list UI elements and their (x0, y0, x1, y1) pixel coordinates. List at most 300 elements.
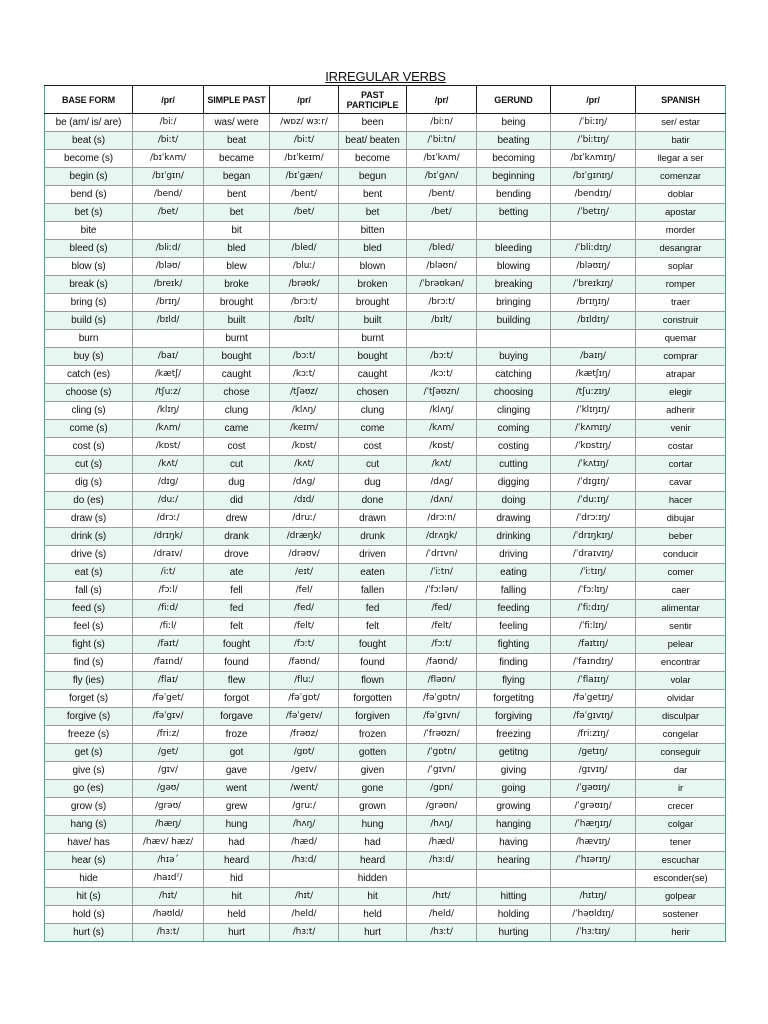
cell-base-pronunciation: /get/ (133, 744, 204, 762)
cell-base-form: bet (s) (45, 204, 133, 222)
cell-past-participle: bought (339, 348, 407, 366)
cell-base-pronunciation: /haɪdˀ/ (133, 870, 204, 888)
cell-past-participle: had (339, 834, 407, 852)
cell-simple-past: was/ were (204, 114, 270, 132)
cell-simple-past: chose (204, 384, 270, 402)
cell-base-form: cling (s) (45, 402, 133, 420)
cell-spanish: llegar a ser (636, 150, 726, 168)
cell-base-pronunciation: /biː/ (133, 114, 204, 132)
table-row (45, 708, 726, 726)
cell-base-form: hide (45, 870, 133, 888)
header-base-pronunciation: /pr/ (133, 86, 204, 114)
cell-base-pronunciation: /hɜːt/ (133, 924, 204, 942)
cell-past-pronunciation: /hʌŋ/ (270, 816, 339, 834)
cell-simple-past: hurt (204, 924, 270, 942)
cell-simple-past: went (204, 780, 270, 798)
cell-past-pronunciation: /drəʊv/ (270, 546, 339, 564)
cell-past-participle: fought (339, 636, 407, 654)
cell-simple-past: drank (204, 528, 270, 546)
cell-gerund-pronunciation: /faɪtɪŋ/ (551, 636, 636, 654)
cell-simple-past: found (204, 654, 270, 672)
cell-past-pronunciation: /bɔːt/ (270, 348, 339, 366)
cell-spanish: venir (636, 420, 726, 438)
cell-gerund-pronunciation: /ˈdrɔːɪŋ/ (551, 510, 636, 528)
cell-gerund: buying (477, 348, 551, 366)
cell-past-participle: become (339, 150, 407, 168)
cell-base-form: feed (s) (45, 600, 133, 618)
cell-past-pronunciation: /gruː/ (270, 798, 339, 816)
cell-gerund-pronunciation: /ˈgrəʊɪŋ/ (551, 798, 636, 816)
cell-past-participle: frozen (339, 726, 407, 744)
cell-past-pronunciation: /hɜːt/ (270, 924, 339, 942)
cell-base-pronunciation: /fiːd/ (133, 600, 204, 618)
table-row (45, 222, 726, 240)
cell-gerund-pronunciation: /ˈdrɪŋkɪŋ/ (551, 528, 636, 546)
cell-base-form: drink (s) (45, 528, 133, 546)
cell-simple-past: gave (204, 762, 270, 780)
cell-past-pronunciation: /dʌg/ (270, 474, 339, 492)
cell-gerund: costing (477, 438, 551, 456)
cell-gerund-pronunciation (551, 330, 636, 348)
cell-past-pronunciation: /fluː/ (270, 672, 339, 690)
cell-gerund-pronunciation: /tʃuːzɪŋ/ (551, 384, 636, 402)
cell-spanish: comenzar (636, 168, 726, 186)
cell-participle-pronunciation: /hɪt/ (407, 888, 477, 906)
cell-base-pronunciation: /faɪt/ (133, 636, 204, 654)
cell-participle-pronunciation: /biːn/ (407, 114, 477, 132)
cell-past-pronunciation: /dɪd/ (270, 492, 339, 510)
cell-base-pronunciation: /həʊld/ (133, 906, 204, 924)
cell-past-participle: driven (339, 546, 407, 564)
cell-gerund-pronunciation: /ˈkʌmɪŋ/ (551, 420, 636, 438)
cell-simple-past: heard (204, 852, 270, 870)
cell-spanish: traer (636, 294, 726, 312)
cell-past-pronunciation: /frəʊz/ (270, 726, 339, 744)
table-row (45, 168, 726, 186)
cell-gerund-pronunciation: /ˈkʌtɪŋ/ (551, 456, 636, 474)
cell-past-pronunciation: /druː/ (270, 510, 339, 528)
cell-gerund-pronunciation: /ˈfɔːlɪŋ/ (551, 582, 636, 600)
cell-past-participle: begun (339, 168, 407, 186)
cell-past-pronunciation: /geɪv/ (270, 762, 339, 780)
cell-simple-past: bent (204, 186, 270, 204)
cell-base-form: bend (s) (45, 186, 133, 204)
cell-participle-pronunciation: /hɜːt/ (407, 924, 477, 942)
cell-participle-pronunciation: /bled/ (407, 240, 477, 258)
cell-base-form: get (s) (45, 744, 133, 762)
table-row (45, 276, 726, 294)
cell-participle-pronunciation: /fed/ (407, 600, 477, 618)
cell-participle-pronunciation: /bɪˈkʌm/ (407, 150, 477, 168)
cell-gerund-pronunciation: /ˈflaɪɪŋ/ (551, 672, 636, 690)
cell-gerund: freezing (477, 726, 551, 744)
table-row (45, 798, 726, 816)
cell-simple-past: caught (204, 366, 270, 384)
cell-spanish: hacer (636, 492, 726, 510)
cell-spanish: doblar (636, 186, 726, 204)
cell-past-participle: brought (339, 294, 407, 312)
cell-spanish: comer (636, 564, 726, 582)
cell-base-pronunciation: /kɒst/ (133, 438, 204, 456)
cell-gerund-pronunciation: /ˈduːɪŋ/ (551, 492, 636, 510)
cell-base-form: begin (s) (45, 168, 133, 186)
header-participle-pronunciation: /pr/ (407, 86, 477, 114)
cell-base-pronunciation: /fiːl/ (133, 618, 204, 636)
cell-gerund: drinking (477, 528, 551, 546)
cell-past-pronunciation: /hɜːd/ (270, 852, 339, 870)
table-row (45, 510, 726, 528)
cell-gerund-pronunciation: /ˈdraɪvɪŋ/ (551, 546, 636, 564)
cell-spanish: caer (636, 582, 726, 600)
cell-spanish: pelear (636, 636, 726, 654)
cell-participle-pronunciation: /hɜːd/ (407, 852, 477, 870)
cell-simple-past: ate (204, 564, 270, 582)
table-row (45, 150, 726, 168)
cell-past-participle: clung (339, 402, 407, 420)
cell-gerund: being (477, 114, 551, 132)
cell-gerund (477, 222, 551, 240)
cell-gerund: having (477, 834, 551, 852)
table-row (45, 384, 726, 402)
cell-past-pronunciation: /went/ (270, 780, 339, 798)
cell-gerund-pronunciation: /ˈbiːtɪŋ/ (551, 132, 636, 150)
cell-simple-past: did (204, 492, 270, 510)
cell-simple-past: froze (204, 726, 270, 744)
cell-gerund: drawing (477, 510, 551, 528)
cell-gerund-pronunciation: /friːzɪŋ/ (551, 726, 636, 744)
cell-gerund-pronunciation: /bɪˈkʌmɪŋ/ (551, 150, 636, 168)
cell-past-participle: held (339, 906, 407, 924)
cell-participle-pronunciation: /bet/ (407, 204, 477, 222)
cell-gerund: bringing (477, 294, 551, 312)
cell-participle-pronunciation: /drʌŋk/ (407, 528, 477, 546)
cell-participle-pronunciation: /dʌn/ (407, 492, 477, 510)
cell-participle-pronunciation: /ˈbrəʊkən/ (407, 276, 477, 294)
cell-base-pronunciation: /bləʊ/ (133, 258, 204, 276)
cell-gerund-pronunciation: /bɪldɪŋ/ (551, 312, 636, 330)
cell-past-pronunciation: /faʊnd/ (270, 654, 339, 672)
cell-spanish: crecer (636, 798, 726, 816)
cell-past-pronunciation: /dræŋk/ (270, 528, 339, 546)
cell-gerund-pronunciation (551, 870, 636, 888)
cell-base-form: drive (s) (45, 546, 133, 564)
cell-past-participle: gone (339, 780, 407, 798)
cell-simple-past: became (204, 150, 270, 168)
cell-simple-past: drove (204, 546, 270, 564)
cell-past-pronunciation: /hæd/ (270, 834, 339, 852)
cell-participle-pronunciation: /fɔːt/ (407, 636, 477, 654)
cell-participle-pronunciation: /hʌŋ/ (407, 816, 477, 834)
cell-gerund-pronunciation: /ˈhæŋɪŋ/ (551, 816, 636, 834)
cell-base-form: forget (s) (45, 690, 133, 708)
cell-base-pronunciation: /hæŋ/ (133, 816, 204, 834)
cell-spanish: apostar (636, 204, 726, 222)
table-row (45, 726, 726, 744)
cell-base-form: go (es) (45, 780, 133, 798)
table-row (45, 852, 726, 870)
cell-gerund: feeling (477, 618, 551, 636)
cell-base-pronunciation: /tʃuːz/ (133, 384, 204, 402)
cell-base-form: catch (es) (45, 366, 133, 384)
table-row (45, 672, 726, 690)
cell-past-pronunciation: /kɔːt/ (270, 366, 339, 384)
cell-base-form: find (s) (45, 654, 133, 672)
cell-gerund: beating (477, 132, 551, 150)
cell-past-participle: grown (339, 798, 407, 816)
cell-past-participle: bet (339, 204, 407, 222)
table-row (45, 924, 726, 942)
cell-spanish: elegir (636, 384, 726, 402)
cell-spanish: ir (636, 780, 726, 798)
cell-gerund-pronunciation: /ˈhəʊldɪŋ/ (551, 906, 636, 924)
cell-gerund (477, 330, 551, 348)
cell-past-pronunciation: /bet/ (270, 204, 339, 222)
cell-gerund: hitting (477, 888, 551, 906)
cell-past-pronunciation: /fel/ (270, 582, 339, 600)
cell-participle-pronunciation: /klʌŋ/ (407, 402, 477, 420)
cell-base-form: have/ has (45, 834, 133, 852)
cell-simple-past: fought (204, 636, 270, 654)
cell-base-pronunciation: /gəʊ/ (133, 780, 204, 798)
cell-base-pronunciation: /duː/ (133, 492, 204, 510)
table-row (45, 492, 726, 510)
cell-participle-pronunciation: /ˈtʃəʊzn/ (407, 384, 477, 402)
cell-base-form: cost (s) (45, 438, 133, 456)
cell-simple-past: had (204, 834, 270, 852)
cell-past-participle: fallen (339, 582, 407, 600)
cell-spanish: alimentar (636, 600, 726, 618)
cell-gerund: building (477, 312, 551, 330)
cell-spanish: tener (636, 834, 726, 852)
cell-gerund: bleeding (477, 240, 551, 258)
cell-base-pronunciation: /drɪŋk/ (133, 528, 204, 546)
cell-base-form: draw (s) (45, 510, 133, 528)
cell-spanish: volar (636, 672, 726, 690)
cell-spanish: sostener (636, 906, 726, 924)
cell-simple-past: burnt (204, 330, 270, 348)
cell-base-pronunciation: /bet/ (133, 204, 204, 222)
cell-past-participle: flown (339, 672, 407, 690)
cell-simple-past: bet (204, 204, 270, 222)
cell-spanish: conseguir (636, 744, 726, 762)
cell-simple-past: broke (204, 276, 270, 294)
cell-simple-past: fed (204, 600, 270, 618)
cell-gerund: hearing (477, 852, 551, 870)
cell-base-form: hurt (s) (45, 924, 133, 942)
cell-base-form: bleed (s) (45, 240, 133, 258)
cell-simple-past: beat (204, 132, 270, 150)
cell-participle-pronunciation: /ˈdrɪvn/ (407, 546, 477, 564)
cell-past-participle: hung (339, 816, 407, 834)
cell-gerund: digging (477, 474, 551, 492)
cell-gerund: hanging (477, 816, 551, 834)
cell-past-participle: fed (339, 600, 407, 618)
cell-participle-pronunciation: /ˈgɪvn/ (407, 762, 477, 780)
cell-base-pronunciation: /kʌm/ (133, 420, 204, 438)
cell-base-form: hit (s) (45, 888, 133, 906)
cell-participle-pronunciation: /bɔːt/ (407, 348, 477, 366)
cell-past-participle: drunk (339, 528, 407, 546)
cell-participle-pronunciation: /ˈfrəʊzn/ (407, 726, 477, 744)
cell-gerund: choosing (477, 384, 551, 402)
cell-spanish: beber (636, 528, 726, 546)
cell-gerund-pronunciation: /brɪŋɪŋ/ (551, 294, 636, 312)
cell-past-participle: eaten (339, 564, 407, 582)
cell-gerund-pronunciation: /ˈklɪŋɪŋ/ (551, 402, 636, 420)
cell-spanish: esconder(se) (636, 870, 726, 888)
cell-base-form: forgive (s) (45, 708, 133, 726)
cell-base-form: fight (s) (45, 636, 133, 654)
header-gerund: GERUND (477, 86, 551, 114)
cell-participle-pronunciation: /kɒst/ (407, 438, 477, 456)
cell-base-form: cut (s) (45, 456, 133, 474)
cell-gerund-pronunciation: /ˈdɪgɪŋ/ (551, 474, 636, 492)
cell-spanish: romper (636, 276, 726, 294)
cell-past-participle: bitten (339, 222, 407, 240)
header-gerund-pronunciation: /pr/ (551, 86, 636, 114)
cell-past-participle: forgiven (339, 708, 407, 726)
cell-base-pronunciation: /bend/ (133, 186, 204, 204)
cell-base-pronunciation: /bɪld/ (133, 312, 204, 330)
cell-spanish: construir (636, 312, 726, 330)
cell-gerund-pronunciation: /getɪŋ/ (551, 744, 636, 762)
cell-gerund: breaking (477, 276, 551, 294)
cell-participle-pronunciation: /bɪlt/ (407, 312, 477, 330)
table-row (45, 564, 726, 582)
table-row (45, 618, 726, 636)
cell-gerund: blowing (477, 258, 551, 276)
cell-gerund: cutting (477, 456, 551, 474)
cell-past-participle: cost (339, 438, 407, 456)
table-row (45, 456, 726, 474)
cell-participle-pronunciation: /ˈbiːtn/ (407, 132, 477, 150)
cell-participle-pronunciation: /grəʊn/ (407, 798, 477, 816)
cell-past-pronunciation: /gɒt/ (270, 744, 339, 762)
cell-base-form: become (s) (45, 150, 133, 168)
cell-base-pronunciation: /baɪ/ (133, 348, 204, 366)
cell-past-participle: chosen (339, 384, 407, 402)
table-row (45, 906, 726, 924)
cell-gerund: holding (477, 906, 551, 924)
cell-spanish: sentir (636, 618, 726, 636)
cell-base-form: feel (s) (45, 618, 133, 636)
cell-participle-pronunciation: /kʌm/ (407, 420, 477, 438)
cell-past-pronunciation: /felt/ (270, 618, 339, 636)
cell-past-pronunciation: /eɪt/ (270, 564, 339, 582)
cell-gerund: driving (477, 546, 551, 564)
cell-participle-pronunciation: /held/ (407, 906, 477, 924)
cell-simple-past: forgot (204, 690, 270, 708)
cell-past-pronunciation: /bɪˈgæn/ (270, 168, 339, 186)
cell-spanish: ser/ estar (636, 114, 726, 132)
cell-past-participle: caught (339, 366, 407, 384)
cell-gerund: bending (477, 186, 551, 204)
cell-spanish: dar (636, 762, 726, 780)
cell-spanish: desangrar (636, 240, 726, 258)
cell-past-pronunciation: /biːt/ (270, 132, 339, 150)
table-row (45, 636, 726, 654)
table-row (45, 294, 726, 312)
cell-participle-pronunciation: /drɔːn/ (407, 510, 477, 528)
cell-gerund: flying (477, 672, 551, 690)
cell-participle-pronunciation (407, 870, 477, 888)
cell-past-pronunciation (270, 330, 339, 348)
cell-gerund-pronunciation: /bləʊɪŋ/ (551, 258, 636, 276)
cell-spanish: costar (636, 438, 726, 456)
cell-spanish: quemar (636, 330, 726, 348)
cell-spanish: encontrar (636, 654, 726, 672)
cell-simple-past: held (204, 906, 270, 924)
cell-simple-past: got (204, 744, 270, 762)
cell-past-participle: hit (339, 888, 407, 906)
cell-simple-past: flew (204, 672, 270, 690)
cell-gerund-pronunciation: /hɪtɪŋ/ (551, 888, 636, 906)
cell-base-pronunciation (133, 330, 204, 348)
cell-past-pronunciation: /bled/ (270, 240, 339, 258)
cell-gerund-pronunciation: /fəˈgɪvɪŋ/ (551, 708, 636, 726)
cell-base-pronunciation: /brɪŋ/ (133, 294, 204, 312)
cell-participle-pronunciation: /fəˈgɪvn/ (407, 708, 477, 726)
cell-base-pronunciation: /flaɪ/ (133, 672, 204, 690)
cell-gerund: hurting (477, 924, 551, 942)
cell-past-pronunciation: /brɔːt/ (270, 294, 339, 312)
cell-past-participle: been (339, 114, 407, 132)
cell-past-participle: forgotten (339, 690, 407, 708)
cell-base-form: do (es) (45, 492, 133, 510)
table-row (45, 348, 726, 366)
table-header-row (45, 86, 726, 114)
cell-gerund: catching (477, 366, 551, 384)
cell-base-pronunciation: /breɪk/ (133, 276, 204, 294)
header-spanish: SPANISH (636, 86, 726, 114)
cell-gerund: becoming (477, 150, 551, 168)
cell-simple-past: brought (204, 294, 270, 312)
table-row (45, 474, 726, 492)
cell-gerund: eating (477, 564, 551, 582)
cell-gerund-pronunciation: /ˈbiːɪŋ/ (551, 114, 636, 132)
cell-past-participle: drawn (339, 510, 407, 528)
cell-past-participle: burnt (339, 330, 407, 348)
cell-past-participle: beat/ beaten (339, 132, 407, 150)
table-row (45, 186, 726, 204)
table-row (45, 420, 726, 438)
cell-gerund: coming (477, 420, 551, 438)
cell-base-form: fall (s) (45, 582, 133, 600)
cell-base-pronunciation: /fɔːl/ (133, 582, 204, 600)
cell-past-participle: cut (339, 456, 407, 474)
cell-gerund: doing (477, 492, 551, 510)
cell-spanish: soplar (636, 258, 726, 276)
cell-base-form: bite (45, 222, 133, 240)
cell-past-participle: broken (339, 276, 407, 294)
table-row (45, 654, 726, 672)
table-row (45, 114, 726, 132)
cell-base-form: burn (45, 330, 133, 348)
cell-past-participle: given (339, 762, 407, 780)
cell-simple-past: built (204, 312, 270, 330)
table-row (45, 870, 726, 888)
cell-participle-pronunciation: /kɔːt/ (407, 366, 477, 384)
cell-base-pronunciation: /bɪˈgɪn/ (133, 168, 204, 186)
cell-base-form: give (s) (45, 762, 133, 780)
table-row (45, 366, 726, 384)
table-row (45, 888, 726, 906)
cell-base-pronunciation: /biːt/ (133, 132, 204, 150)
table-row (45, 258, 726, 276)
cell-past-participle: come (339, 420, 407, 438)
table-row (45, 240, 726, 258)
cell-base-form: build (s) (45, 312, 133, 330)
